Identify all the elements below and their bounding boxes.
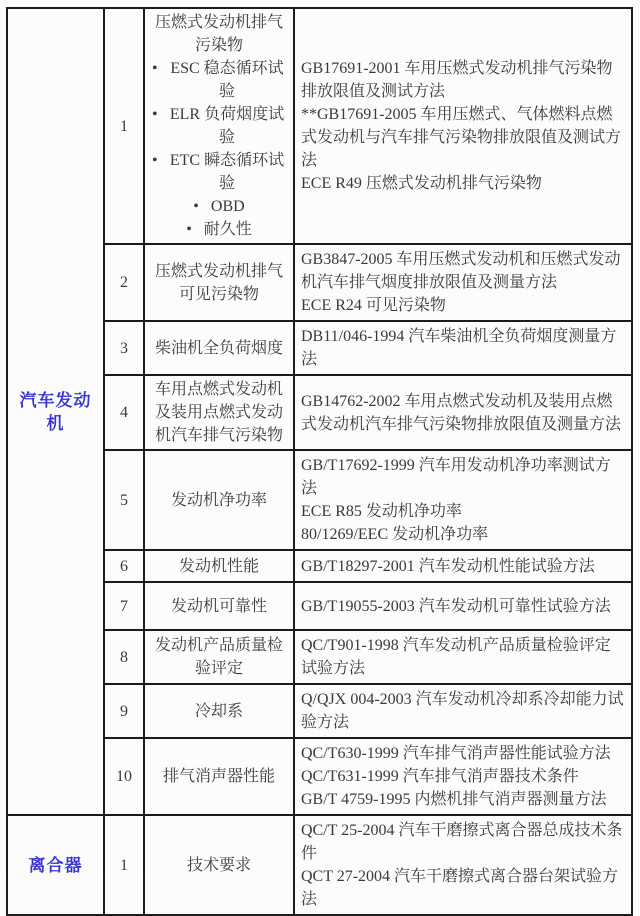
table-row	[7, 8, 632, 244]
test-item-cell	[144, 684, 294, 738]
standard-line: GB3847-2005 车用压燃式发动机和压燃式发动机汽车排气烟度排放限值及测量方法	[301, 251, 621, 291]
row-number: 2	[120, 274, 128, 291]
standards-cell	[294, 321, 632, 375]
bullet-icon: •	[193, 198, 199, 215]
standard-line: GB/T17692-1999 汽车用发动机净功率测试方法	[301, 457, 611, 497]
row-number-cell	[104, 684, 144, 738]
standard-line: QC/T 25-2004 汽车干磨擦式离合器总成技术条件	[301, 822, 623, 862]
test-item-cell	[144, 321, 294, 375]
row-number-cell	[104, 815, 144, 915]
bullet-item-label: ELR 负荷烟度试验	[169, 106, 285, 146]
standard-line: QCT 27-2004 汽车干磨擦式离合器台架试验方法	[301, 868, 619, 908]
standards-table	[6, 7, 633, 916]
test-item-label: 发动机性能	[178, 557, 259, 575]
test-item-label: 发动机可靠性	[170, 597, 267, 615]
test-item-cell	[144, 582, 294, 630]
standard-line: ECE R85 发动机净功率	[301, 503, 462, 520]
bullet-icon: •	[152, 106, 158, 123]
test-item-label: 排气消声器性能	[162, 768, 275, 785]
bullet-icon: •	[186, 221, 192, 238]
row-number: 10	[116, 768, 132, 785]
standard-line: QC/T631-1999 汽车排气消声器技术条件	[301, 768, 579, 785]
category-cell	[7, 815, 104, 915]
test-item-label: 柴油机全负荷烟度	[154, 339, 283, 357]
row-number: 9	[120, 702, 128, 720]
test-item-label: 压燃式发动机排气可见污染物	[154, 262, 283, 303]
test-item-label: 技术要求	[186, 856, 251, 874]
test-item-cell	[144, 630, 294, 684]
table-row	[7, 815, 632, 915]
test-item-label: 冷却系	[194, 702, 243, 720]
standard-line: DB11/046-1994 汽车柴油机全负荷烟度测量方法	[301, 328, 617, 368]
standard-line: GB17691-2001 车用压燃式发动机排气污染物排放限值及测试方法	[301, 60, 613, 100]
standards-cell	[294, 630, 632, 684]
row-number: 8	[120, 648, 128, 666]
standards-cell	[294, 738, 632, 815]
bullet-item	[149, 149, 289, 195]
standard-line: ECE R24 可见污染物	[301, 297, 446, 314]
test-item-label: 车用点燃式发动机及装用点燃式发动机汽车排气污染物	[154, 381, 283, 444]
row-number: 5	[120, 491, 128, 509]
row-number-cell	[104, 582, 144, 630]
row-number: 4	[120, 404, 128, 421]
bullet-icon: •	[152, 60, 158, 77]
standards-cell	[294, 815, 632, 915]
test-item-cell	[144, 738, 294, 815]
row-number: 3	[120, 339, 128, 357]
bullet-item	[149, 103, 289, 149]
test-item-cell	[144, 8, 294, 244]
row-number-cell	[104, 321, 144, 375]
standards-cell	[294, 450, 632, 550]
test-item-cell	[144, 815, 294, 915]
standard-line: GB14762-2002 车用点燃式发动机及装用点燃式发动机汽车排气污染物排放限值及测量方法	[301, 392, 622, 433]
test-item-cell	[144, 375, 294, 450]
bullet-item	[149, 218, 289, 241]
row-number: 1	[120, 117, 128, 135]
standard-line: 80/1269/EEC 发动机净功率	[301, 526, 489, 543]
row-number-cell	[104, 375, 144, 450]
test-item-title: 压燃式发动机排气污染物	[154, 14, 283, 54]
category-label: 离合器	[28, 855, 83, 875]
bullet-item-label: ESC 稳态循环试验	[170, 60, 284, 100]
test-item-cell	[144, 550, 294, 582]
row-number: 7	[120, 597, 128, 615]
standard-line: **GB17691-2005 车用压燃式、气体燃料点燃式发动机与汽车排气污染物排放限值及测试方法	[301, 106, 622, 169]
standard-line: GB/T18297-2001 汽车发动机性能试验方法	[301, 557, 595, 575]
row-number-cell	[104, 738, 144, 815]
standards-cell	[294, 550, 632, 582]
row-number-cell	[104, 8, 144, 244]
row-number-cell	[104, 630, 144, 684]
category-label: 汽车发动机	[19, 390, 92, 433]
test-item-label: 发动机产品质量检验评定	[154, 637, 283, 677]
standards-cell	[294, 582, 632, 630]
test-item-cell	[144, 450, 294, 550]
standards-table-body	[7, 8, 632, 915]
bullet-item-label: ETC 瞬态循环试验	[169, 152, 285, 192]
bullet-item	[149, 57, 289, 103]
standard-line: Q/QJX 004-2003 汽车发动机冷却系冷却能力试验方法	[301, 691, 624, 731]
row-number-cell	[104, 244, 144, 321]
bullet-item	[149, 195, 289, 218]
row-number: 6	[120, 557, 128, 575]
standards-cell	[294, 244, 632, 321]
standards-cell	[294, 684, 632, 738]
standard-line: GB/T19055-2003 汽车发动机可靠性试验方法	[301, 597, 611, 615]
test-item-label: 发动机净功率	[170, 491, 267, 509]
standards-cell	[294, 375, 632, 450]
row-number-cell	[104, 450, 144, 550]
category-cell	[7, 8, 104, 815]
standard-line: QC/T901-1998 汽车发动机产品质量检验评定试验方法	[301, 637, 611, 677]
standards-cell	[294, 8, 632, 244]
test-item-cell	[144, 244, 294, 321]
standard-line: GB/T 4759-1995 内燃机排气消声器测量方法	[301, 791, 607, 808]
standard-line: QC/T630-1999 汽车排气消声器性能试验方法	[301, 745, 611, 762]
bullet-item-label: OBD	[210, 198, 245, 215]
bullet-icon: •	[152, 152, 158, 169]
standard-line: ECE R49 压燃式发动机排气污染物	[301, 175, 542, 192]
row-number: 1	[120, 856, 128, 874]
row-number-cell	[104, 550, 144, 582]
bullet-item-label: 耐久性	[203, 221, 252, 238]
